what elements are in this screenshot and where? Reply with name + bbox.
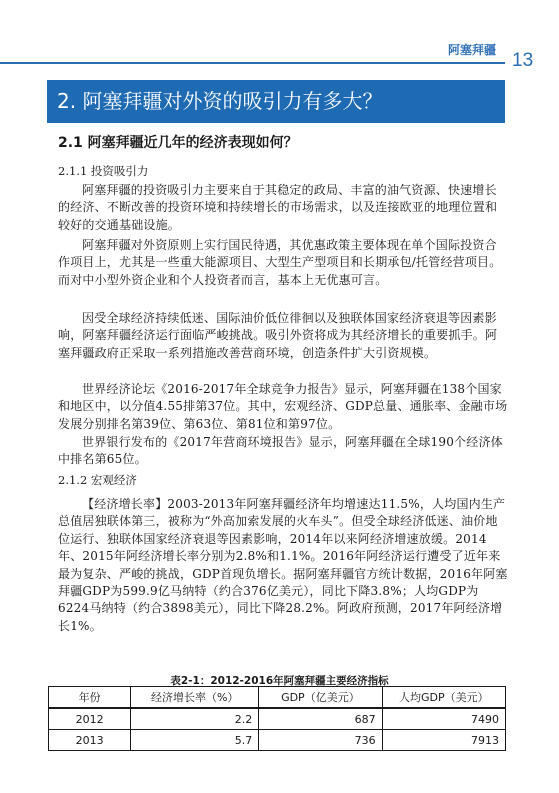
paragraph-1: 阿塞拜疆的投资吸引力主要来自于其稳定的政局、丰富的油气资源、快速增长的经济、不断改善的投资环境和持续增长的市场需求，以及连接欧亚的地理位置和较好的交通基础设施。 — [58, 183, 498, 232]
cell-year: 2013 — [49, 730, 131, 751]
subsubsection-title-2-1-1: 2.1.1 投资吸引力 — [58, 164, 149, 178]
subsection-title: 2.1 阿塞拜疆近几年的经济表现如何？ — [58, 135, 298, 151]
paragraph-4: 世界经济论坛《2016-2017年全球竞争力报告》显示，阿塞拜疆在138个国家和地区中，以分值4.55排第37位。其中，宏观经济、GDP总量、通胀率、金融市场发展分别排名第39位、第63位、第81位和第97位。 — [58, 382, 508, 431]
cell-gdp-per-capita: 7490 — [382, 708, 505, 730]
cell-growth-rate: 5.7 — [131, 730, 259, 751]
cell-gdp-per-capita: 7913 — [382, 730, 505, 751]
paragraph-economic-growth: 【经济增长率】2003-2013年阿塞拜疆经济年均增速达11.5%，人均国内生产总值居独联体第三，被称为“外高加索发展的火车头”。但受全球经济低迷、油价地位运行、独联体国家经济衰退等因素影响，2014年以来阿经济增速放缓。2014年、2015年阿经济增长率分别为2.8%和1.1%。2016年阿经济运行遭受了近年来最为复杂、严峻的挑战，GDP首现负增长。据阿塞拜疆官方统计数据，2016年阿塞拜疆GDP为599.9亿马纳特（约合376亿美元），同比下降3.8%；人均GDP为6224马纳特（约合3898美元），同比下降28.2%。阿政府预测，2017年阿经济增长1%。 — [58, 497, 508, 633]
header-gdp: GDP（亿美元） — [259, 687, 382, 709]
paragraph-2: 阿塞拜疆对外资原则上实行国民待遇，其优惠政策主要体现在单个国际投资合作项目上，尤其是一些重大能源项目、大型生产型项目和长期承包/托管经营项目。而对中小型外资企业和个人投资者而言，基本上无优惠可言。 — [58, 238, 502, 287]
cell-gdp: 687 — [259, 708, 382, 730]
header-title: 阿塞拜疆 — [448, 43, 497, 57]
header-rule — [0, 62, 505, 64]
header-growth-rate: 经济增长率（%） — [131, 687, 259, 709]
header-gdp-per-capita: 人均GDP（美元） — [382, 687, 505, 709]
table-row — [49, 730, 506, 751]
paragraph-5: 世界银行发布的《2017年营商环境报告》显示，阿塞拜疆在全球190个经济体中排名第65位。 — [58, 435, 503, 467]
cell-growth-rate: 2.2 — [131, 708, 259, 730]
economic-indicators-table — [48, 686, 506, 751]
section-title-banner: 2. 阿塞拜疆对外资的吸引力有多大？ — [47, 80, 505, 123]
header-year: 年份 — [49, 687, 131, 709]
table-header-row — [49, 687, 506, 709]
page-number: 13 — [512, 50, 534, 71]
subsubsection-title-2-1-2: 2.1.2 宏观经济 — [58, 473, 137, 487]
table-row — [49, 708, 506, 730]
cell-gdp: 736 — [259, 730, 382, 751]
table-caption: 表2-1：2012-2016年阿塞拜疆主要经济指标 — [170, 675, 389, 687]
paragraph-3: 因受全球经济持续低迷、国际油价低位徘徊以及独联体国家经济衰退等因素影响，阿塞拜疆经济运行面临严峻挑战。吸引外资将成为其经济增长的重要抓手。阿塞拜疆政府正采取一系列措施改善营商环境，创造条件扩大引资规模。 — [58, 311, 498, 360]
cell-year: 2012 — [49, 708, 131, 730]
